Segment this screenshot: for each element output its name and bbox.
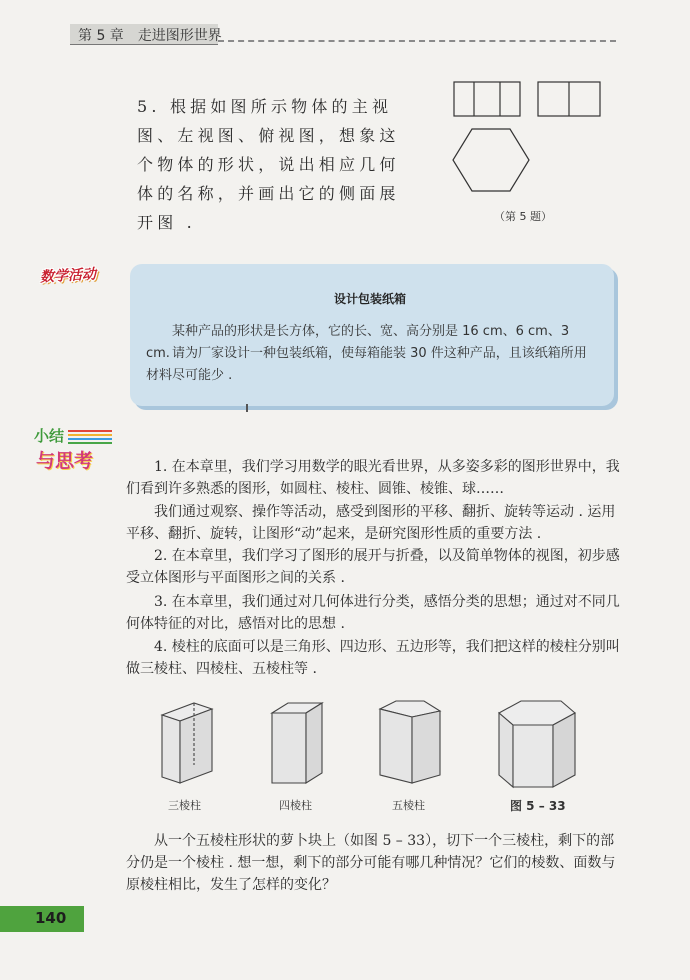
summary-paragraph-3: 2. 在本章里，我们学习了图形的展开与折叠，以及简单物体的视图，初步感受立体图形与平面图形之间的关系 .: [126, 548, 620, 586]
mark: [246, 404, 248, 412]
summary-badge-stripes: [68, 430, 112, 446]
exercise-5-caption: （第 5 题）: [494, 210, 552, 223]
closing-paragraph: 从一个五棱柱形状的萝卜块上（如图 5 – 33），切下一个三棱柱，剩下的部分仍是一个棱柱 . 想一想，剩下的部分可能有哪几种情况？它们的棱数、面数与原棱柱相比，发生了怎样的变化？: [126, 833, 616, 893]
chapter-title: 走进图形世界: [137, 28, 222, 44]
activity-paragraph-2: 请为厂家设计一种包装纸箱，使每箱能装 30 件这种产品，且该纸箱所用材料尽可能少 .: [146, 346, 587, 383]
header-text: [78, 25, 222, 45]
figure-5-33-prism: [499, 701, 575, 787]
summary-badge-bottom: 与思考: [36, 450, 94, 472]
front-view: [454, 82, 520, 116]
page-number: 140: [35, 909, 67, 927]
summary-badge-top: 小结: [34, 427, 65, 445]
summary-paragraph-1: 1. 在本章里，我们学习用数学的眼光看世界，从多姿多彩的图形世界中，我们看到许多熟悉的图形，如圆柱、棱柱、圆锥、棱锥、球……: [126, 459, 620, 497]
activity-title: 设计包装纸箱: [333, 292, 406, 306]
top-view-hexagon: [453, 129, 529, 191]
summary-paragraph-2: 我们通过观察、操作等活动，感受到图形的平移、翻折、旋转等运动 . 运用平移、翻折、旋转，让图形“动”起来，是研究图形性质的重要方法 .: [126, 504, 616, 542]
math-activity-badge: 数学活动: [39, 266, 97, 286]
chapter-number: 第 5 章: [78, 28, 124, 44]
summary-paragraph-5: 4. 棱柱的底面可以是三角形、四边形、五边形等，我们把这样的棱柱分别叫做三棱柱、四棱柱、五棱柱等 .: [126, 639, 620, 677]
activity-paragraph-1: 某种产品的形状是长方体，它的长、宽、高分别是 16 cm、6 cm、3 cm.: [146, 324, 570, 361]
quadrilateral-prism: [272, 703, 322, 783]
prism-figures: [150, 695, 590, 795]
exercise-5-text: 5. 根据如图所示物体的主视图、左视图、俯视图，想象这个物体的形状，说出相应几何体的名称，并画出它的侧面展开图 .: [137, 97, 400, 232]
figure-caption: 图 5 – 33: [510, 799, 566, 813]
exercise-5-views: [448, 78, 608, 198]
triangular-prism: [162, 703, 212, 783]
pentagonal-prism: [380, 701, 440, 783]
label-pentagonal-prism: 五棱柱: [392, 799, 425, 812]
header-divider: [218, 40, 616, 42]
label-triangular-prism: 三棱柱: [168, 799, 201, 812]
label-quadrilateral-prism: 四棱柱: [279, 799, 312, 812]
summary-paragraph-4: 3. 在本章里，我们通过对几何体进行分类，感悟分类的思想；通过对不同几何体特征的对比，感悟对比的思想 .: [126, 594, 620, 632]
